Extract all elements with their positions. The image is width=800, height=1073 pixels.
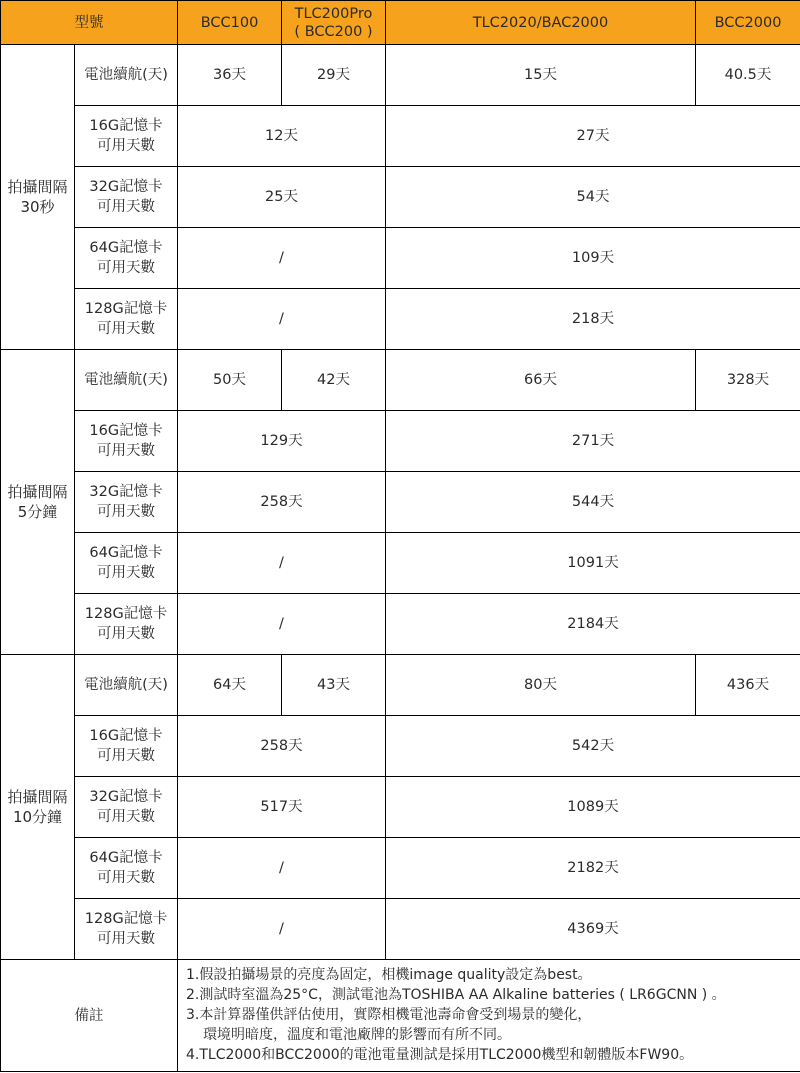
header-tlc200pro-line-1: TLC200Pro — [294, 5, 373, 22]
card-days-tlc-models: 109天 — [386, 228, 800, 289]
card-row — [1, 472, 800, 533]
card-days-bcc-models: / — [178, 899, 386, 960]
card-days-tlc-models: 2184天 — [386, 594, 800, 655]
interval-label — [1, 350, 75, 655]
card-days-bcc-models: / — [178, 228, 386, 289]
header-tlc2020: TLC2020/BAC2000 — [386, 1, 696, 45]
header-row — [1, 1, 800, 45]
notes-text — [178, 960, 800, 1072]
note-line: 環境明暗度，溫度和電池廠牌的影響而有所不同。 — [203, 1027, 511, 1043]
card-days-bcc-models: / — [178, 838, 386, 899]
battery-label: 電池續航(天) — [75, 350, 178, 411]
battery-tlc200pro: 29天 — [282, 45, 386, 106]
card-label — [75, 777, 178, 838]
card-label — [75, 838, 178, 899]
header-tlc200pro-line-2: ( BCC200 ) — [294, 23, 373, 40]
card-label-line-1: 16G記憶卡 — [89, 423, 163, 439]
card-days-tlc-models: 2182天 — [386, 838, 800, 899]
card-label — [75, 167, 178, 228]
card-row — [1, 838, 800, 899]
interval-label — [1, 45, 75, 350]
battery-row — [1, 350, 800, 411]
note-line: 4.TLC2000和BCC2000的電池電量測試是採用TLC2000機型和韌體版本FW90。 — [186, 1047, 694, 1063]
battery-row — [1, 655, 800, 716]
card-label-line-1: 32G記憶卡 — [89, 484, 163, 500]
card-days-tlc-models: 542天 — [386, 716, 800, 777]
card-days-tlc-models: 218天 — [386, 289, 800, 350]
card-days-bcc-models: 258天 — [178, 716, 386, 777]
card-label-line-1: 128G記憶卡 — [84, 301, 168, 317]
battery-label: 電池續航(天) — [75, 45, 178, 106]
interval-label-line-1: 拍攝間隔 — [7, 788, 68, 806]
card-label-line-2: 可用天數 — [97, 626, 155, 642]
card-label-line-2: 可用天數 — [97, 199, 155, 215]
card-label-line-1: 32G記憶卡 — [89, 179, 163, 195]
interval-label-line-2: 30秒 — [20, 198, 55, 216]
card-days-bcc-models: / — [178, 289, 386, 350]
card-label-line-2: 可用天數 — [97, 321, 155, 337]
card-label — [75, 228, 178, 289]
battery-bcc100: 36天 — [178, 45, 282, 106]
card-days-tlc-models: 271天 — [386, 411, 800, 472]
card-row — [1, 899, 800, 960]
card-label-line-2: 可用天數 — [97, 260, 155, 276]
card-label — [75, 289, 178, 350]
card-label-line-2: 可用天數 — [97, 504, 155, 520]
card-days-bcc-models: / — [178, 594, 386, 655]
card-days-tlc-models: 4369天 — [386, 899, 800, 960]
card-label-line-2: 可用天數 — [97, 931, 155, 947]
card-days-bcc-models: 12天 — [178, 106, 386, 167]
card-label — [75, 594, 178, 655]
battery-label: 電池續航(天) — [75, 655, 178, 716]
card-row — [1, 228, 800, 289]
battery-bcc100: 64天 — [178, 655, 282, 716]
battery-tlc2020: 80天 — [386, 655, 696, 716]
battery-bcc2000: 436天 — [696, 655, 800, 716]
interval-label-line-1: 拍攝間隔 — [7, 483, 68, 501]
card-label-line-1: 16G記憶卡 — [89, 118, 163, 134]
card-label-line-1: 64G記憶卡 — [89, 850, 163, 866]
note-line: 3.本計算器僅供評估使用，實際相機電池壽命會受到場景的變化， — [186, 1007, 592, 1023]
interval-label-line-2: 10分鐘 — [12, 808, 63, 826]
card-label-line-2: 可用天數 — [97, 809, 155, 825]
notes-row — [1, 960, 800, 1072]
battery-tlc200pro: 43天 — [282, 655, 386, 716]
card-days-bcc-models: 129天 — [178, 411, 386, 472]
card-row — [1, 594, 800, 655]
card-row — [1, 777, 800, 838]
card-label-line-2: 可用天數 — [97, 443, 155, 459]
card-days-tlc-models: 1089天 — [386, 777, 800, 838]
card-days-tlc-models: 1091天 — [386, 533, 800, 594]
card-label — [75, 106, 178, 167]
card-label-line-2: 可用天數 — [97, 870, 155, 886]
card-label-line-2: 可用天數 — [97, 138, 155, 154]
card-days-bcc-models: 258天 — [178, 472, 386, 533]
card-row — [1, 289, 800, 350]
card-row — [1, 411, 800, 472]
card-label — [75, 411, 178, 472]
battery-bcc2000: 328天 — [696, 350, 800, 411]
card-label — [75, 899, 178, 960]
battery-row — [1, 45, 800, 106]
card-label-line-1: 64G記憶卡 — [89, 240, 163, 256]
card-days-bcc-models: 25天 — [178, 167, 386, 228]
battery-tlc2020: 66天 — [386, 350, 696, 411]
header-bcc100: BCC100 — [178, 1, 282, 45]
card-label-line-1: 32G記憶卡 — [89, 789, 163, 805]
header-model: 型號 — [1, 1, 178, 45]
card-label — [75, 472, 178, 533]
battery-bcc100: 50天 — [178, 350, 282, 411]
card-label-line-1: 128G記憶卡 — [84, 606, 168, 622]
card-label — [75, 533, 178, 594]
card-row — [1, 716, 800, 777]
card-days-bcc-models: 517天 — [178, 777, 386, 838]
note-line: 2.測試時室溫為25°C，測試電池為TOSHIBA AA Alkaline batteries ( LR6GCNN ) 。 — [186, 987, 726, 1003]
card-row — [1, 167, 800, 228]
card-label-line-1: 64G記憶卡 — [89, 545, 163, 561]
header-bcc2000: BCC2000 — [696, 1, 800, 45]
battery-bcc2000: 40.5天 — [696, 45, 800, 106]
battery-tlc2020: 15天 — [386, 45, 696, 106]
notes-label: 備註 — [1, 960, 178, 1072]
card-days-tlc-models: 27天 — [386, 106, 800, 167]
card-row — [1, 106, 800, 167]
card-label-line-1: 128G記憶卡 — [84, 911, 168, 927]
battery-tlc200pro: 42天 — [282, 350, 386, 411]
card-label-line-1: 16G記憶卡 — [89, 728, 163, 744]
note-line: 1.假設拍攝場景的亮度為固定，相機image quality設定為best。 — [186, 967, 592, 983]
card-row — [1, 533, 800, 594]
card-label-line-2: 可用天數 — [97, 748, 155, 764]
card-days-tlc-models: 544天 — [386, 472, 800, 533]
card-days-tlc-models: 54天 — [386, 167, 800, 228]
header-tlc200pro — [282, 1, 386, 45]
card-label — [75, 716, 178, 777]
interval-label — [1, 655, 75, 960]
card-days-bcc-models: / — [178, 533, 386, 594]
card-label-line-2: 可用天數 — [97, 565, 155, 581]
interval-label-line-2: 5分鐘 — [17, 503, 58, 521]
interval-label-line-1: 拍攝間隔 — [7, 178, 68, 196]
